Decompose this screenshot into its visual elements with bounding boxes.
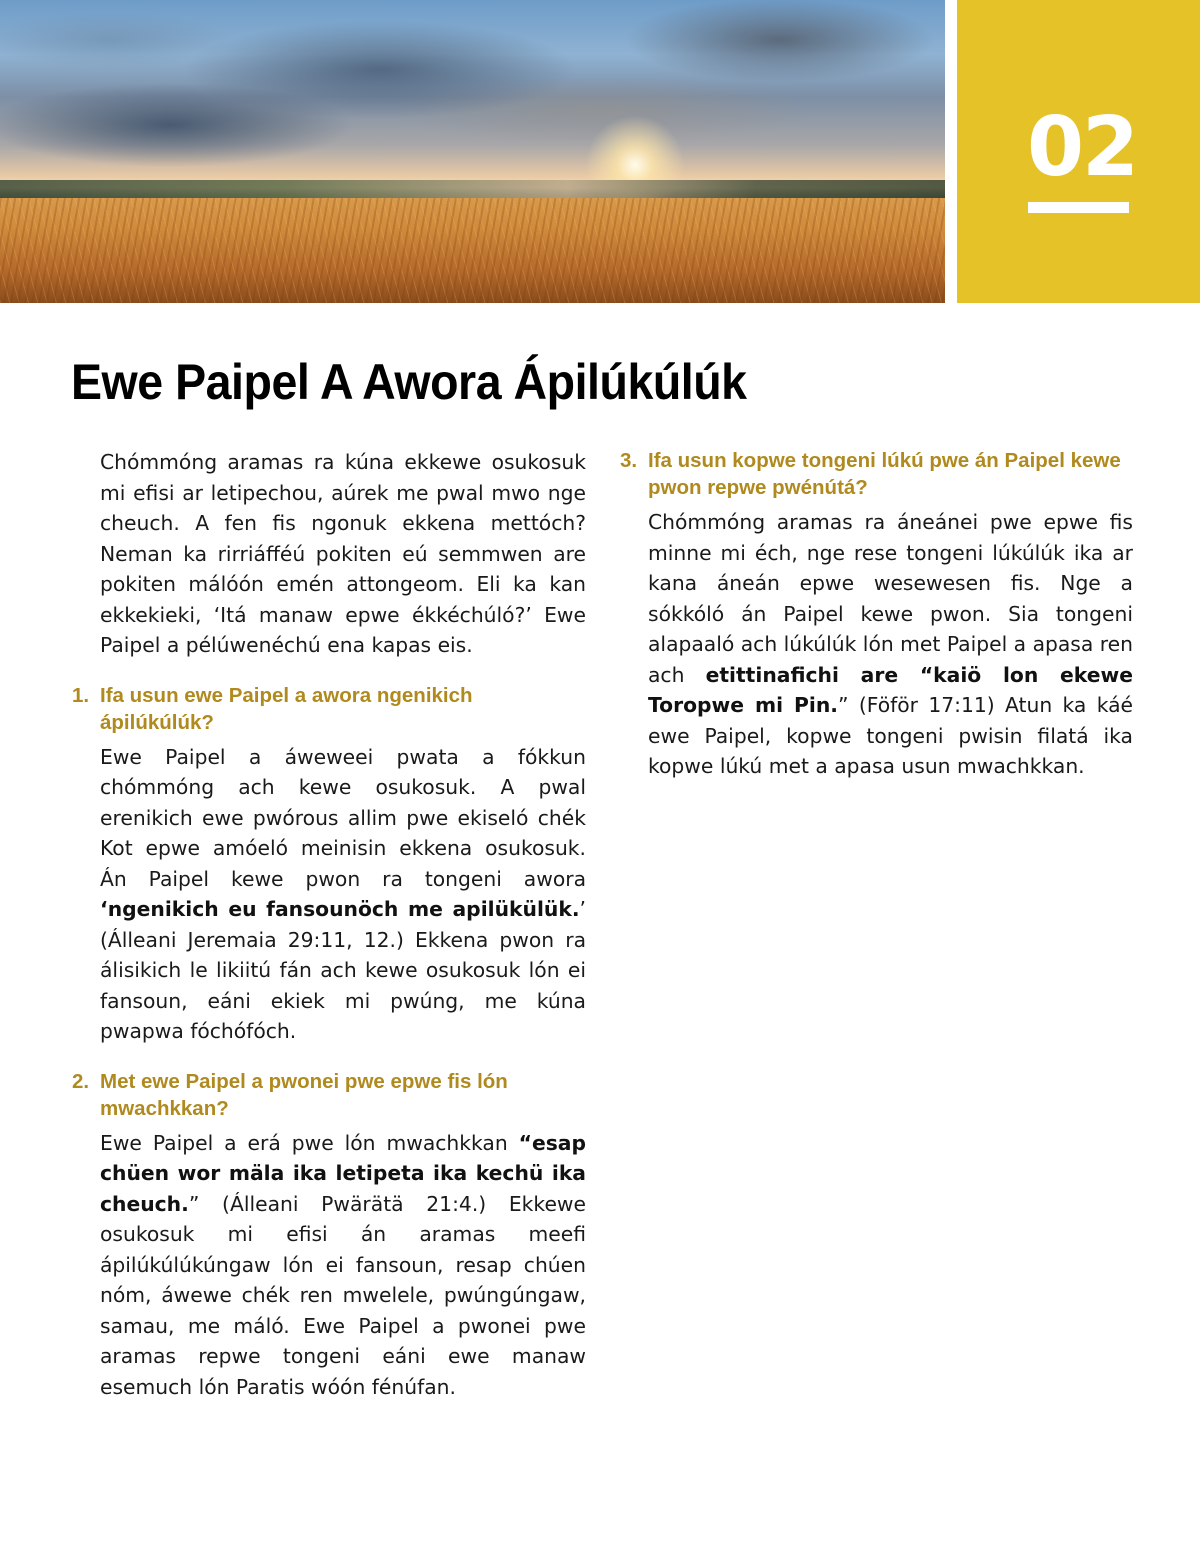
section-2-body-text: Ewe Paipel a erá pwe lón mwachkkan — [100, 1130, 519, 1155]
section-2-body — [100, 1128, 586, 1403]
sky-clouds — [0, 0, 945, 190]
section-1-body-quote: ‘ngenikich eu fansounöch me apilükülük. — [100, 897, 580, 921]
section-1-body — [100, 742, 586, 1047]
section-3-body-text: Chómmóng aramas ra áneánei pwe epwe fis minne mi éch, nge rese tongeni lúkúlúk ika ar kana áneán epwe wesewesen fis. Nge a sókkóló án Paipel kewe pwon. Sia tongeni alapaaló ach lúkúlúk lón met Paipel a apasa ren ach — [648, 510, 1133, 687]
section-3-number: 3. — [620, 449, 638, 472]
section-3-heading-text: Ifa usun kopwe tongeni lúkú pwe án Paipel kewe pwon repwe pwénútá? — [648, 449, 1121, 499]
section-1-heading — [72, 682, 586, 736]
section-1-heading-text: Ifa usun ewe Paipel a awora ngenikich ápilúkúlúk? — [100, 683, 473, 734]
lesson-number-box — [957, 0, 1200, 303]
section-3-heading — [620, 447, 1133, 501]
intro-paragraph: Chómmóng aramas ra kúna ekkewe osukosuk mi efisi ar letipechou, aúrek me pwal mwo nge cheuch. A fen fis ngonuk ekkena mettóch? Neman ka rirriáfféú pokiten eú semmwen are pokiten málóón emén attongeom. Eli ka kan ekkekieki, ‘Itá manaw epwe ékkéchúló?’ Ewe Paipel a pélúwenéchú ena kapas eis. — [100, 450, 586, 657]
section-1-body-reference: ’ (Álleani Jeremaia 29:11, 12.) Ekkena pwon ra álisikich le likiitú fán ach kewe osukosuk lón ei fansoun, eáni ekiek mi pwúng, me kúna pwapwa fóchófóch. — [100, 897, 586, 1043]
section-2-body-quote: “esap chüen wor mäla ika letipeta ika kechü ika cheuch. — [100, 1130, 586, 1216]
section-1-number: 1. — [72, 683, 90, 707]
horizon-hills — [0, 180, 945, 198]
left-column — [72, 447, 586, 1416]
lesson-number: 02 — [1027, 100, 1138, 195]
section-3-body-quote: etittinafichi are “kaiö lon ekewe Toropwe mi Pin. — [648, 662, 1133, 717]
section-1-body-text: Ewe Paipel a áweweei pwata a fókkun chómmóng ach kewe osukosuk. A pwal erenikich ewe pwórous allim pwe ekiseló chék Kot epwe amóeló meinisin ekkena osukosuk. Án Paipel kewe pwon ra tongeni awora — [100, 744, 586, 891]
wheat-field — [0, 198, 945, 303]
section-2-heading-text: Met ewe Paipel a pwonei pwe epwe fis lón mwachkkan? — [100, 1069, 508, 1120]
section-3-body-reference: ” (Föför 17:11) Atun ka káé ewe Paipel, kopwe tongeni pwisin filatá ika kopwe lúkú met a apasa usun mwachkkan. — [648, 693, 1133, 778]
section-3-body — [648, 507, 1133, 782]
section-2-body-reference: ” (Álleani Pwärätä 21:4.) Ekkewe osukosuk mi efisi án aramas meefi ápilúkúlúkúngaw lón ei fansoun, resap chúen nóm, áwewe chék ren mwelele, pwúngúngaw, samau, me máló. Ewe Paipel a pwonei pwe aramas repwe tongeni eáni ewe manaw esemuch lón Paratis wóón fénúfan. — [100, 1191, 586, 1399]
page-title: Ewe Paipel A Awora Ápilúkúlúk — [71, 354, 747, 410]
section-2-heading — [72, 1068, 586, 1122]
lesson-number-underline — [1028, 202, 1129, 213]
header-photo — [0, 0, 945, 303]
section-2-number: 2. — [72, 1069, 90, 1093]
right-column — [620, 447, 1133, 796]
